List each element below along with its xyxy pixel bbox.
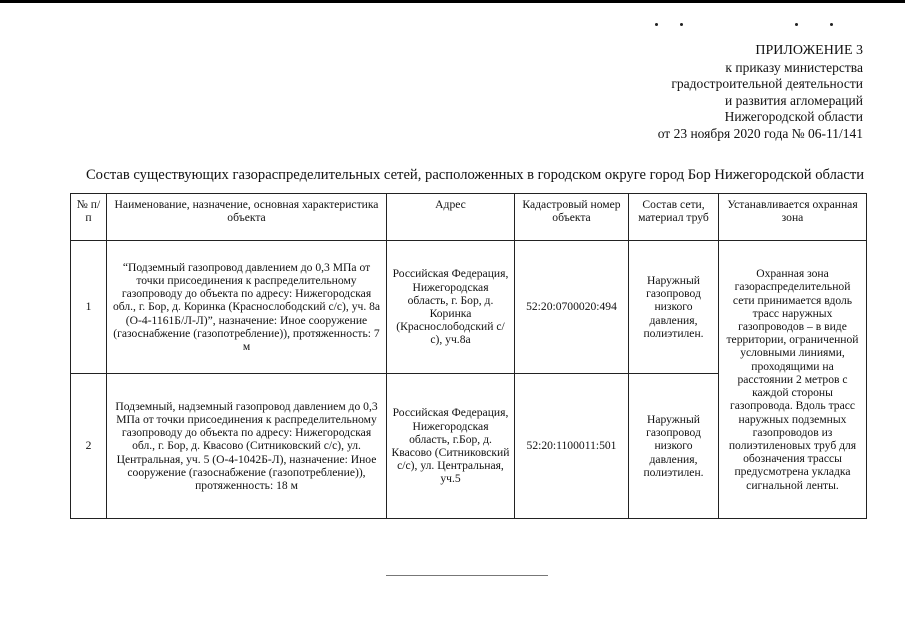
gas-network-table	[70, 193, 867, 519]
row-object-name: Подземный, надземный газопровод давлением до 0,3 МПа от точки присоединения к распределительному газопроводу до объекта по адресу: Нижегородская обл., г. Бор, д. Квасово (Ситниковский с/с), ул. Центральная, уч. 5 (О-4-1042Б-Л), назначение: Иное сооружение (газоснабжение (газопотребление)), протяженность: 18 м	[107, 374, 387, 519]
appendix-header	[658, 43, 863, 143]
header-protection-zone: Устанавливается охранная зона	[719, 194, 867, 241]
row-cadastral-number: 52:20:0700020:494	[515, 241, 629, 374]
scan-top-border	[0, 0, 905, 3]
row-object-name: “Подземный газопровод давлением до 0,3 МПа от точки присоединения к распределительному газопроводу до объекта по адресу: Нижегородская обл., г. Бор, д. Коринка (Краснослободский с/с), уч. 8а (О-4-1161Б/Л-Л)”, назначение: Иное сооружение (газоснабжение (газопотребление)), протяженность: 7 м	[107, 241, 387, 374]
appendix-line: Нижегородской области	[724, 109, 863, 125]
scan-speck	[655, 23, 658, 26]
row-network-material: Наружный газопровод низкого давления, полиэтилен.	[629, 374, 719, 519]
header-object-name: Наименование, назначение, основная характеристика объекта	[107, 194, 387, 241]
appendix-number: ПРИЛОЖЕНИЕ 3	[755, 43, 863, 58]
row-number: 1	[71, 241, 107, 374]
header-address: Адрес	[387, 194, 515, 241]
header-cadastral-number: Кадастровый номер объекта	[515, 194, 629, 241]
row-number: 2	[71, 374, 107, 519]
scan-speck	[830, 23, 833, 26]
protection-zone-description: Охранная зона газораспределительной сети принимается вдоль трасс наружных газопроводов – в виде территории, ограниченной условными линиями, проходящими на расстоянии 2 метров с каждой стороны газопровода. Вдоль трасс наружных подземных газопроводов из полиэтиленовых труб для обозначения трассы предусмотрена укладка сигнальной ленты.	[719, 241, 867, 519]
row-cadastral-number: 52:20:1100011:501	[515, 374, 629, 519]
scan-speck	[680, 23, 683, 26]
row-address: Российская Федерация, Нижегородская область, г.Бор, д. Квасово (Ситниковский с/с), ул. Центральная, уч.5	[387, 374, 515, 519]
table-row	[71, 241, 867, 374]
row-network-material: Наружный газопровод низкого давления, полиэтилен.	[629, 241, 719, 374]
footer-separator	[386, 575, 548, 576]
appendix-order-date: от 23 ноября 2020 года № 06-11/141	[657, 125, 863, 141]
row-address: Российская Федерация, Нижегородская область, г. Бор, д. Коринка (Краснослободский с/с), уч.8а	[387, 241, 515, 374]
table-header-row	[71, 194, 867, 241]
document-title: Состав существующих газораспределительных сетей, расположенных в городском округе город Бор Нижегородской области	[85, 167, 865, 183]
appendix-line: градостроительной деятельности	[671, 76, 863, 92]
header-number: № п/п	[71, 194, 107, 241]
appendix-line: к приказу министерства	[725, 59, 863, 75]
header-network-material: Состав сети, материал труб	[629, 194, 719, 241]
appendix-line: и развития агломераций	[724, 92, 863, 108]
scan-speck	[795, 23, 798, 26]
